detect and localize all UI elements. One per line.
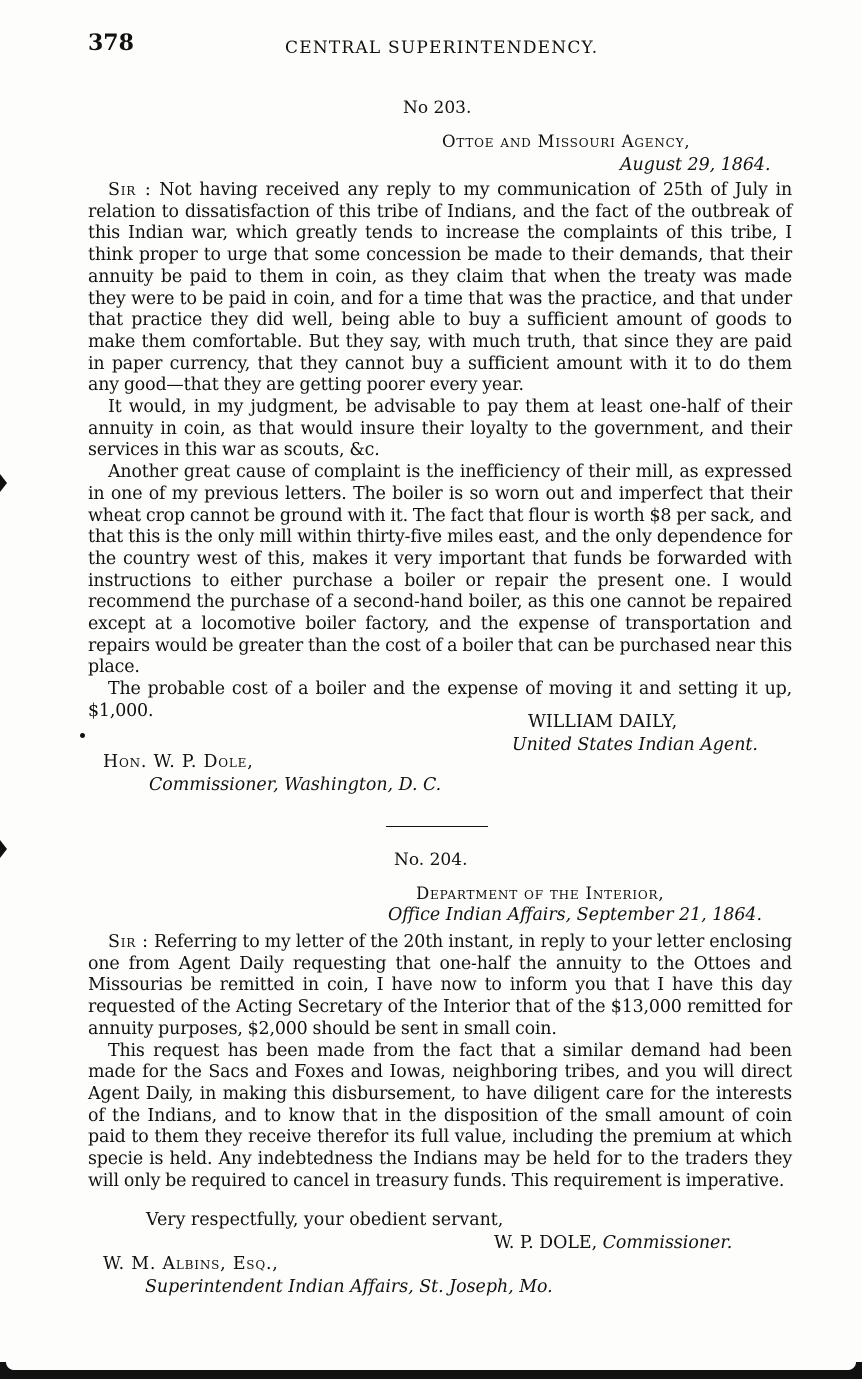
letter-204-date: Office Indian Affairs, September 21, 1864. [388, 905, 763, 925]
letter-204-paragraph-1 [88, 932, 792, 1041]
letter-204-sender-office: Department of the Interior, [416, 884, 665, 903]
letter-203-paragraph-2: It would, in my judgment, be advisable to pay them at least one-half of their annuity in coin, as that would insure their loyalty to the government, and their services in this war as scouts, &c. [88, 397, 792, 461]
letter-203-paragraph-3: Another great cause of complaint is the inefficiency of their mill, as expressed in one of my previous letters. The boiler is so worn out and imperfect that their wheat crop cannot be ground with it. The fact that flour is worth $8 per sack, and that this is the only mill within thirty-five miles east, and the only dependence for the country west of this, makes it very important that funds be forwarded with instructions to either purchase a boiler or repair the present one. I would recommend the purchase of a second-hand boiler, as this one cannot be repaired except at a locomotive boiler factory, and the expense of transportation and repairs would be greater than the cost of a boiler that can be purchased near this place. [88, 462, 792, 678]
letter-204-signature-title: Commissioner. [602, 1233, 733, 1253]
letter-204-addressee-name: W. M. Albins, Esq., [103, 1254, 279, 1274]
letter-203-addressee-name: Hon. W. P. Dole, [103, 752, 254, 772]
letter-203-date-text: August 29, 1864. [620, 155, 771, 175]
letter-204-number: No. 204. [394, 850, 468, 870]
letter-204-paragraph-1-text: Referring to my letter of the 20th instant, in reply to your letter enclosing one from Agent Daily requesting that one-half the annuity to the Ottoes and Missourias be remitted in coin, I have now to inform you that I have this day requested of the Acting Secretary of the Interior that of the $13,000 remitted for annuity purposes, $2,000 should be sent in small coin. [88, 932, 793, 1039]
letter-203-number: No 203. [403, 98, 472, 118]
letter-203-salutation: Sir : [108, 180, 152, 200]
letter-204-signature [494, 1233, 732, 1253]
letter-203-signature-title: United States Indian Agent. [512, 735, 758, 755]
scan-edge-mark [0, 840, 7, 858]
scan-edge-mark [0, 474, 7, 492]
letter-204-signature-name: W. P. DOLE, [494, 1233, 598, 1253]
letter-203-addressee-title: Commissioner, Washington, D. C. [149, 775, 442, 795]
scan-speck [80, 733, 85, 738]
page-number: 378 [88, 30, 134, 56]
letter-203-paragraph-4: The probable cost of a boiler and the expense of moving it and setting it up, $1,000. [88, 679, 792, 721]
letter-204-closing: Very respectfully, your obedient servant, [146, 1210, 504, 1230]
letter-203-paragraph-1-text: Not having received any reply to my communication of 25th of July in relation to dissatisfaction of this tribe of Indians, and the fact of the outbreak of this Indian war, which greatly tends to increase the complaints of this tribe, I think proper to urge that some concession be made to their demands, that their annuity be paid to them in coin, as they claim that when the treaty was made they were to be paid in coin, and for a time that was the practice, and that under that practice they did well, being able to buy a sufficient amount of goods to make them comfortable. But they say, with much truth, that since they are paid in paper currency, that they cannot buy a sufficient amount with it to do them any good—that they are getting poorer every year. [88, 180, 792, 396]
section-divider [386, 826, 488, 827]
letter-204-body [88, 932, 792, 1192]
letter-203-body [88, 180, 792, 723]
letter-203-paragraph-1 [88, 180, 792, 397]
letter-204-addressee-title: Superintendent Indian Affairs, St. Joseph, Mo. [145, 1277, 553, 1297]
letter-203-signature-name: WILLIAM DAILY, [528, 712, 678, 732]
page-bottom-edge-inner [6, 1362, 856, 1370]
running-head: CENTRAL SUPERINTENDENCY. [285, 38, 599, 58]
letter-203-date [620, 155, 771, 175]
letter-203-sender-office: Ottoe and Missouri Agency, [442, 132, 691, 151]
letter-204-paragraph-2: This request has been made from the fact that a similar demand had been made for the Sacs and Foxes and Iowas, neighboring tribes, and you will direct Agent Daily, in making this disbursement, to have diligent care for the interests of the Indians, and to know that in the disposition of the small amount of coin paid to them they receive therefor its full value, including the premium at which specie is held. Any indebtedness the Indians may be held for to the traders they will only be required to cancel in treasury funds. This requirement is imperative. [88, 1040, 792, 1191]
page-bottom-edge [0, 1362, 862, 1379]
letter-204-salutation: Sir : [108, 932, 149, 952]
